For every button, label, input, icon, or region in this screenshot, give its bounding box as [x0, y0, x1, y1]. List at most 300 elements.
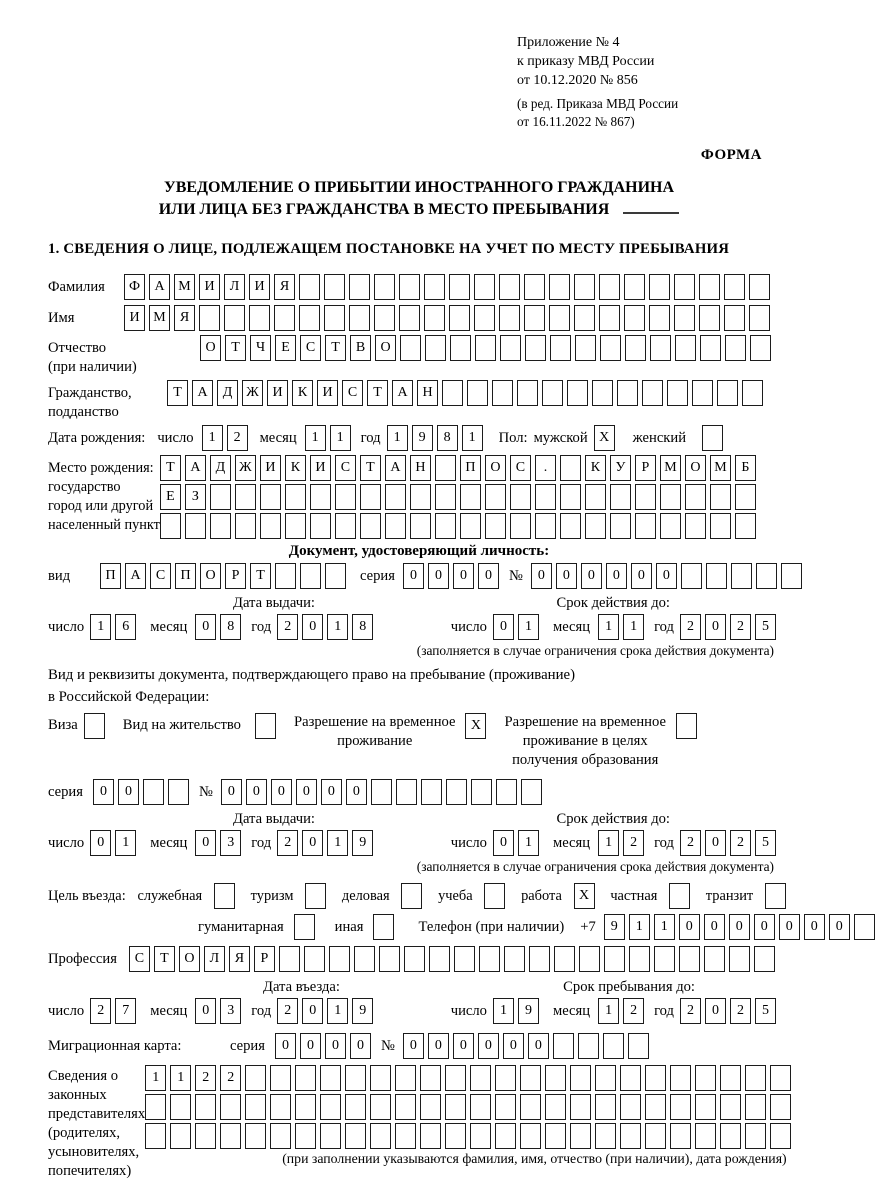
cell[interactable]: 9: [352, 830, 373, 856]
cell[interactable]: [485, 484, 506, 510]
representatives-row3-input[interactable]: [145, 1123, 795, 1149]
cell[interactable]: [420, 1065, 441, 1091]
cell[interactable]: [329, 946, 350, 972]
cell[interactable]: И: [317, 380, 338, 406]
cell[interactable]: [199, 305, 220, 331]
cell[interactable]: 0: [729, 914, 750, 940]
cell[interactable]: 0: [493, 614, 514, 640]
cell[interactable]: 0: [302, 998, 323, 1024]
cell[interactable]: [624, 274, 645, 300]
cell[interactable]: [674, 274, 695, 300]
birthplace-row2-input[interactable]: [160, 484, 760, 510]
cell[interactable]: [399, 305, 420, 331]
cell[interactable]: [401, 883, 422, 909]
cell[interactable]: [574, 274, 595, 300]
cell[interactable]: [396, 779, 417, 805]
cell[interactable]: [220, 1094, 241, 1120]
cell[interactable]: И: [310, 455, 331, 481]
cell[interactable]: [195, 1123, 216, 1149]
cell[interactable]: 0: [296, 779, 317, 805]
cell[interactable]: [410, 513, 431, 539]
cell[interactable]: 0: [271, 779, 292, 805]
cell[interactable]: [545, 1065, 566, 1091]
cell[interactable]: 0: [705, 998, 726, 1024]
cell[interactable]: [295, 1123, 316, 1149]
cell[interactable]: 0: [346, 779, 367, 805]
cell[interactable]: 0: [453, 563, 474, 589]
cell[interactable]: [445, 1065, 466, 1091]
cell[interactable]: А: [385, 455, 406, 481]
cell[interactable]: П: [100, 563, 121, 589]
cell[interactable]: Д: [217, 380, 238, 406]
cell[interactable]: Н: [410, 455, 431, 481]
cell[interactable]: 0: [325, 1033, 346, 1059]
cell[interactable]: [570, 1065, 591, 1091]
cell[interactable]: [735, 484, 756, 510]
cell[interactable]: 0: [829, 914, 850, 940]
cell[interactable]: И: [249, 274, 270, 300]
purpose-work-checkbox[interactable]: [574, 883, 599, 909]
cell[interactable]: Е: [160, 484, 181, 510]
cell[interactable]: [395, 1065, 416, 1091]
iddoc-valid-year[interactable]: [680, 614, 780, 640]
cell[interactable]: О: [200, 563, 221, 589]
patronymic-input[interactable]: [200, 335, 775, 361]
cell[interactable]: [520, 1065, 541, 1091]
cell[interactable]: [645, 1123, 666, 1149]
purpose-transit-checkbox[interactable]: [765, 883, 790, 909]
cell[interactable]: [542, 380, 563, 406]
resdoc-valid-month[interactable]: [598, 830, 648, 856]
cell[interactable]: [770, 1094, 791, 1120]
cell[interactable]: [373, 914, 394, 940]
cell[interactable]: [649, 274, 670, 300]
cell[interactable]: [460, 513, 481, 539]
cell[interactable]: 0: [704, 914, 725, 940]
cell[interactable]: [642, 380, 663, 406]
purpose-study-checkbox[interactable]: [484, 883, 509, 909]
cell[interactable]: [620, 1094, 641, 1120]
cell[interactable]: 0: [631, 563, 652, 589]
cell[interactable]: 0: [453, 1033, 474, 1059]
cell[interactable]: [595, 1065, 616, 1091]
cell[interactable]: А: [192, 380, 213, 406]
cell[interactable]: Т: [160, 455, 181, 481]
cell[interactable]: 2: [680, 830, 701, 856]
cell[interactable]: [725, 335, 746, 361]
cell[interactable]: [704, 946, 725, 972]
cell[interactable]: [467, 380, 488, 406]
cell[interactable]: [395, 1123, 416, 1149]
cell[interactable]: [470, 1123, 491, 1149]
cell[interactable]: [729, 946, 750, 972]
cell[interactable]: [305, 883, 326, 909]
cell[interactable]: [669, 883, 690, 909]
cell[interactable]: 2: [277, 830, 298, 856]
cell[interactable]: [245, 1065, 266, 1091]
cell[interactable]: 0: [493, 830, 514, 856]
resdoc-number-input[interactable]: [221, 779, 546, 805]
cell[interactable]: .: [535, 455, 556, 481]
cell[interactable]: Л: [204, 946, 225, 972]
cell[interactable]: [370, 1094, 391, 1120]
cell[interactable]: [370, 1065, 391, 1091]
cell[interactable]: [585, 513, 606, 539]
cell[interactable]: [560, 455, 581, 481]
cell[interactable]: [245, 1123, 266, 1149]
cell[interactable]: [510, 484, 531, 510]
cell[interactable]: [349, 274, 370, 300]
cell[interactable]: [685, 484, 706, 510]
cell[interactable]: [145, 1123, 166, 1149]
cell[interactable]: 0: [531, 563, 552, 589]
cell[interactable]: [324, 274, 345, 300]
cell[interactable]: [670, 1123, 691, 1149]
visa-checkbox[interactable]: [84, 713, 109, 739]
cell[interactable]: [255, 713, 276, 739]
stay-month[interactable]: [598, 998, 648, 1024]
cell[interactable]: [349, 305, 370, 331]
cell[interactable]: 1: [327, 998, 348, 1024]
cell[interactable]: Д: [210, 455, 231, 481]
cell[interactable]: [470, 1065, 491, 1091]
cell[interactable]: [429, 946, 450, 972]
cell[interactable]: [521, 779, 542, 805]
cell[interactable]: [324, 305, 345, 331]
purpose-other-checkbox[interactable]: [373, 914, 398, 940]
cell[interactable]: [445, 1094, 466, 1120]
cell[interactable]: С: [510, 455, 531, 481]
birthdate-year-input[interactable]: [387, 425, 487, 451]
cell[interactable]: 0: [195, 614, 216, 640]
cell[interactable]: [649, 305, 670, 331]
cell[interactable]: 0: [478, 563, 499, 589]
representatives-row1-input[interactable]: [145, 1065, 795, 1091]
cell[interactable]: [692, 380, 713, 406]
purpose-official-checkbox[interactable]: [214, 883, 239, 909]
cell[interactable]: [214, 883, 235, 909]
cell[interactable]: [599, 305, 620, 331]
cell[interactable]: [604, 946, 625, 972]
cell[interactable]: Я: [229, 946, 250, 972]
cell[interactable]: [360, 484, 381, 510]
cell[interactable]: [320, 1065, 341, 1091]
cell[interactable]: [160, 513, 181, 539]
cell[interactable]: [720, 1065, 741, 1091]
iddoc-series-input[interactable]: [403, 563, 503, 589]
cell[interactable]: [675, 335, 696, 361]
cell[interactable]: 0: [195, 830, 216, 856]
cell[interactable]: [745, 1065, 766, 1091]
cell[interactable]: [143, 779, 164, 805]
cell[interactable]: [499, 305, 520, 331]
cell[interactable]: [210, 484, 231, 510]
cell[interactable]: [724, 305, 745, 331]
cell[interactable]: [379, 946, 400, 972]
cell[interactable]: [295, 1094, 316, 1120]
cell[interactable]: [460, 484, 481, 510]
cell[interactable]: [294, 914, 315, 940]
cell[interactable]: [550, 335, 571, 361]
citizenship-input[interactable]: [167, 380, 767, 406]
cell[interactable]: [371, 779, 392, 805]
cell[interactable]: [595, 1094, 616, 1120]
cell[interactable]: [710, 484, 731, 510]
cell[interactable]: [450, 335, 471, 361]
cell[interactable]: 0: [754, 914, 775, 940]
cell[interactable]: [492, 380, 513, 406]
iddoc-valid-day[interactable]: [493, 614, 543, 640]
cell[interactable]: 0: [428, 1033, 449, 1059]
cell[interactable]: [670, 1065, 691, 1091]
cell[interactable]: Ж: [242, 380, 263, 406]
cell[interactable]: 5: [755, 998, 776, 1024]
cell[interactable]: [485, 513, 506, 539]
cell[interactable]: [720, 1123, 741, 1149]
cell[interactable]: К: [585, 455, 606, 481]
cell[interactable]: [676, 713, 697, 739]
cell[interactable]: [706, 563, 727, 589]
cell[interactable]: [374, 305, 395, 331]
resdoc-valid-day[interactable]: [493, 830, 543, 856]
cell[interactable]: 3: [220, 998, 241, 1024]
cell[interactable]: [560, 484, 581, 510]
cell[interactable]: [471, 779, 492, 805]
cell[interactable]: [695, 1123, 716, 1149]
cell[interactable]: [731, 563, 752, 589]
cell[interactable]: [270, 1123, 291, 1149]
cell[interactable]: Б: [735, 455, 756, 481]
cell[interactable]: [560, 513, 581, 539]
cell[interactable]: [674, 305, 695, 331]
cell[interactable]: [310, 484, 331, 510]
cell[interactable]: Ж: [235, 455, 256, 481]
resdoc-valid-year[interactable]: [680, 830, 780, 856]
cell[interactable]: [600, 335, 621, 361]
cell[interactable]: И: [199, 274, 220, 300]
cell[interactable]: [435, 455, 456, 481]
cell[interactable]: 1: [330, 425, 351, 451]
resdoc-issue-month[interactable]: [195, 830, 245, 856]
cell[interactable]: [574, 305, 595, 331]
cell[interactable]: [595, 1123, 616, 1149]
cell[interactable]: [484, 883, 505, 909]
cell[interactable]: 1: [387, 425, 408, 451]
cell[interactable]: [168, 779, 189, 805]
cell[interactable]: 0: [581, 563, 602, 589]
cell[interactable]: [210, 513, 231, 539]
cell[interactable]: [499, 274, 520, 300]
cell[interactable]: [220, 1123, 241, 1149]
cell[interactable]: [420, 1123, 441, 1149]
cell[interactable]: [578, 1033, 599, 1059]
resdoc-series-input[interactable]: [93, 779, 193, 805]
cell[interactable]: [545, 1094, 566, 1120]
stay-year[interactable]: [680, 998, 780, 1024]
cell[interactable]: [275, 563, 296, 589]
cell[interactable]: [699, 305, 720, 331]
cell[interactable]: [702, 425, 723, 451]
cell[interactable]: [449, 274, 470, 300]
cell[interactable]: [270, 1094, 291, 1120]
cell[interactable]: [279, 946, 300, 972]
cell[interactable]: [354, 946, 375, 972]
cell[interactable]: [545, 1123, 566, 1149]
cell[interactable]: [579, 946, 600, 972]
cell[interactable]: 1: [145, 1065, 166, 1091]
cell[interactable]: [285, 484, 306, 510]
temp-residence-checkbox[interactable]: [465, 713, 490, 739]
cell[interactable]: У: [610, 455, 631, 481]
cell[interactable]: О: [375, 335, 396, 361]
cell[interactable]: [603, 1033, 624, 1059]
cell[interactable]: [735, 513, 756, 539]
cell[interactable]: [495, 1123, 516, 1149]
cell[interactable]: [335, 513, 356, 539]
cell[interactable]: 0: [246, 779, 267, 805]
cell[interactable]: 8: [352, 614, 373, 640]
cell[interactable]: 1: [115, 830, 136, 856]
cell[interactable]: [524, 305, 545, 331]
cell[interactable]: В: [350, 335, 371, 361]
cell[interactable]: [449, 305, 470, 331]
cell[interactable]: П: [460, 455, 481, 481]
cell[interactable]: А: [125, 563, 146, 589]
phone-input[interactable]: [604, 914, 879, 940]
cell[interactable]: [624, 305, 645, 331]
cell[interactable]: [445, 1123, 466, 1149]
cell[interactable]: [629, 946, 650, 972]
cell[interactable]: 0: [403, 1033, 424, 1059]
cell[interactable]: 0: [221, 779, 242, 805]
cell[interactable]: [770, 1123, 791, 1149]
entry-year[interactable]: [277, 998, 377, 1024]
cell[interactable]: [724, 274, 745, 300]
cell[interactable]: [496, 779, 517, 805]
cell[interactable]: Я: [274, 274, 295, 300]
cell[interactable]: [535, 484, 556, 510]
cell[interactable]: [620, 1065, 641, 1091]
cell[interactable]: [660, 484, 681, 510]
cell[interactable]: 0: [679, 914, 700, 940]
cell[interactable]: С: [150, 563, 171, 589]
cell[interactable]: 9: [412, 425, 433, 451]
cell[interactable]: [145, 1094, 166, 1120]
cell[interactable]: [299, 305, 320, 331]
cell[interactable]: Л: [224, 274, 245, 300]
cell[interactable]: [717, 380, 738, 406]
cell[interactable]: 1: [90, 614, 111, 640]
cell[interactable]: 2: [730, 830, 751, 856]
cell[interactable]: 0: [403, 563, 424, 589]
cell[interactable]: [770, 1065, 791, 1091]
cell[interactable]: [781, 563, 802, 589]
purpose-business-checkbox[interactable]: [401, 883, 426, 909]
iddoc-kind-input[interactable]: [100, 563, 350, 589]
cell[interactable]: [570, 1094, 591, 1120]
cell[interactable]: 1: [629, 914, 650, 940]
cell[interactable]: 1: [623, 614, 644, 640]
cell[interactable]: О: [200, 335, 221, 361]
cell[interactable]: [628, 1033, 649, 1059]
temp-residence-edu-checkbox[interactable]: [676, 713, 701, 739]
cell[interactable]: [425, 335, 446, 361]
cell[interactable]: 1: [598, 830, 619, 856]
cell[interactable]: [404, 946, 425, 972]
cell[interactable]: 9: [518, 998, 539, 1024]
cell[interactable]: 0: [705, 614, 726, 640]
cell[interactable]: [320, 1094, 341, 1120]
surname-input[interactable]: [124, 274, 774, 300]
cell[interactable]: [567, 380, 588, 406]
cell[interactable]: [385, 513, 406, 539]
cell[interactable]: 1: [327, 614, 348, 640]
cell[interactable]: 0: [90, 830, 111, 856]
cell[interactable]: [304, 946, 325, 972]
cell[interactable]: [495, 1094, 516, 1120]
cell[interactable]: О: [485, 455, 506, 481]
cell[interactable]: [625, 335, 646, 361]
cell[interactable]: А: [185, 455, 206, 481]
cell[interactable]: М: [710, 455, 731, 481]
cell[interactable]: 2: [195, 1065, 216, 1091]
cell[interactable]: 0: [556, 563, 577, 589]
cell[interactable]: 2: [90, 998, 111, 1024]
cell[interactable]: 0: [321, 779, 342, 805]
cell[interactable]: [410, 484, 431, 510]
cell[interactable]: [610, 513, 631, 539]
profession-input[interactable]: [129, 946, 779, 972]
cell[interactable]: 0: [118, 779, 139, 805]
cell[interactable]: Е: [275, 335, 296, 361]
entry-day[interactable]: [90, 998, 140, 1024]
cell[interactable]: О: [685, 455, 706, 481]
cell[interactable]: [510, 513, 531, 539]
cell[interactable]: [299, 274, 320, 300]
cell[interactable]: 1: [170, 1065, 191, 1091]
cell[interactable]: 1: [518, 830, 539, 856]
cell[interactable]: Р: [254, 946, 275, 972]
cell[interactable]: [500, 335, 521, 361]
cell[interactable]: [185, 513, 206, 539]
cell[interactable]: [435, 513, 456, 539]
cell[interactable]: 2: [730, 998, 751, 1024]
cell[interactable]: Р: [225, 563, 246, 589]
cell[interactable]: [454, 946, 475, 972]
cell[interactable]: [700, 335, 721, 361]
cell[interactable]: М: [174, 274, 195, 300]
cell[interactable]: [553, 1033, 574, 1059]
cell[interactable]: [435, 484, 456, 510]
cell[interactable]: Р: [635, 455, 656, 481]
cell[interactable]: [325, 563, 346, 589]
cell[interactable]: [474, 305, 495, 331]
cell[interactable]: [529, 946, 550, 972]
migration-card-series-input[interactable]: [275, 1033, 375, 1059]
cell[interactable]: Т: [167, 380, 188, 406]
cell[interactable]: [470, 1094, 491, 1120]
cell[interactable]: [610, 484, 631, 510]
representatives-row2-input[interactable]: [145, 1094, 795, 1120]
cell[interactable]: 2: [277, 998, 298, 1024]
cell[interactable]: 0: [478, 1033, 499, 1059]
iddoc-issue-year[interactable]: [277, 614, 377, 640]
cell[interactable]: 1: [598, 998, 619, 1024]
cell[interactable]: [84, 713, 105, 739]
cell[interactable]: [854, 914, 875, 940]
cell[interactable]: 3: [220, 830, 241, 856]
cell[interactable]: [395, 1094, 416, 1120]
